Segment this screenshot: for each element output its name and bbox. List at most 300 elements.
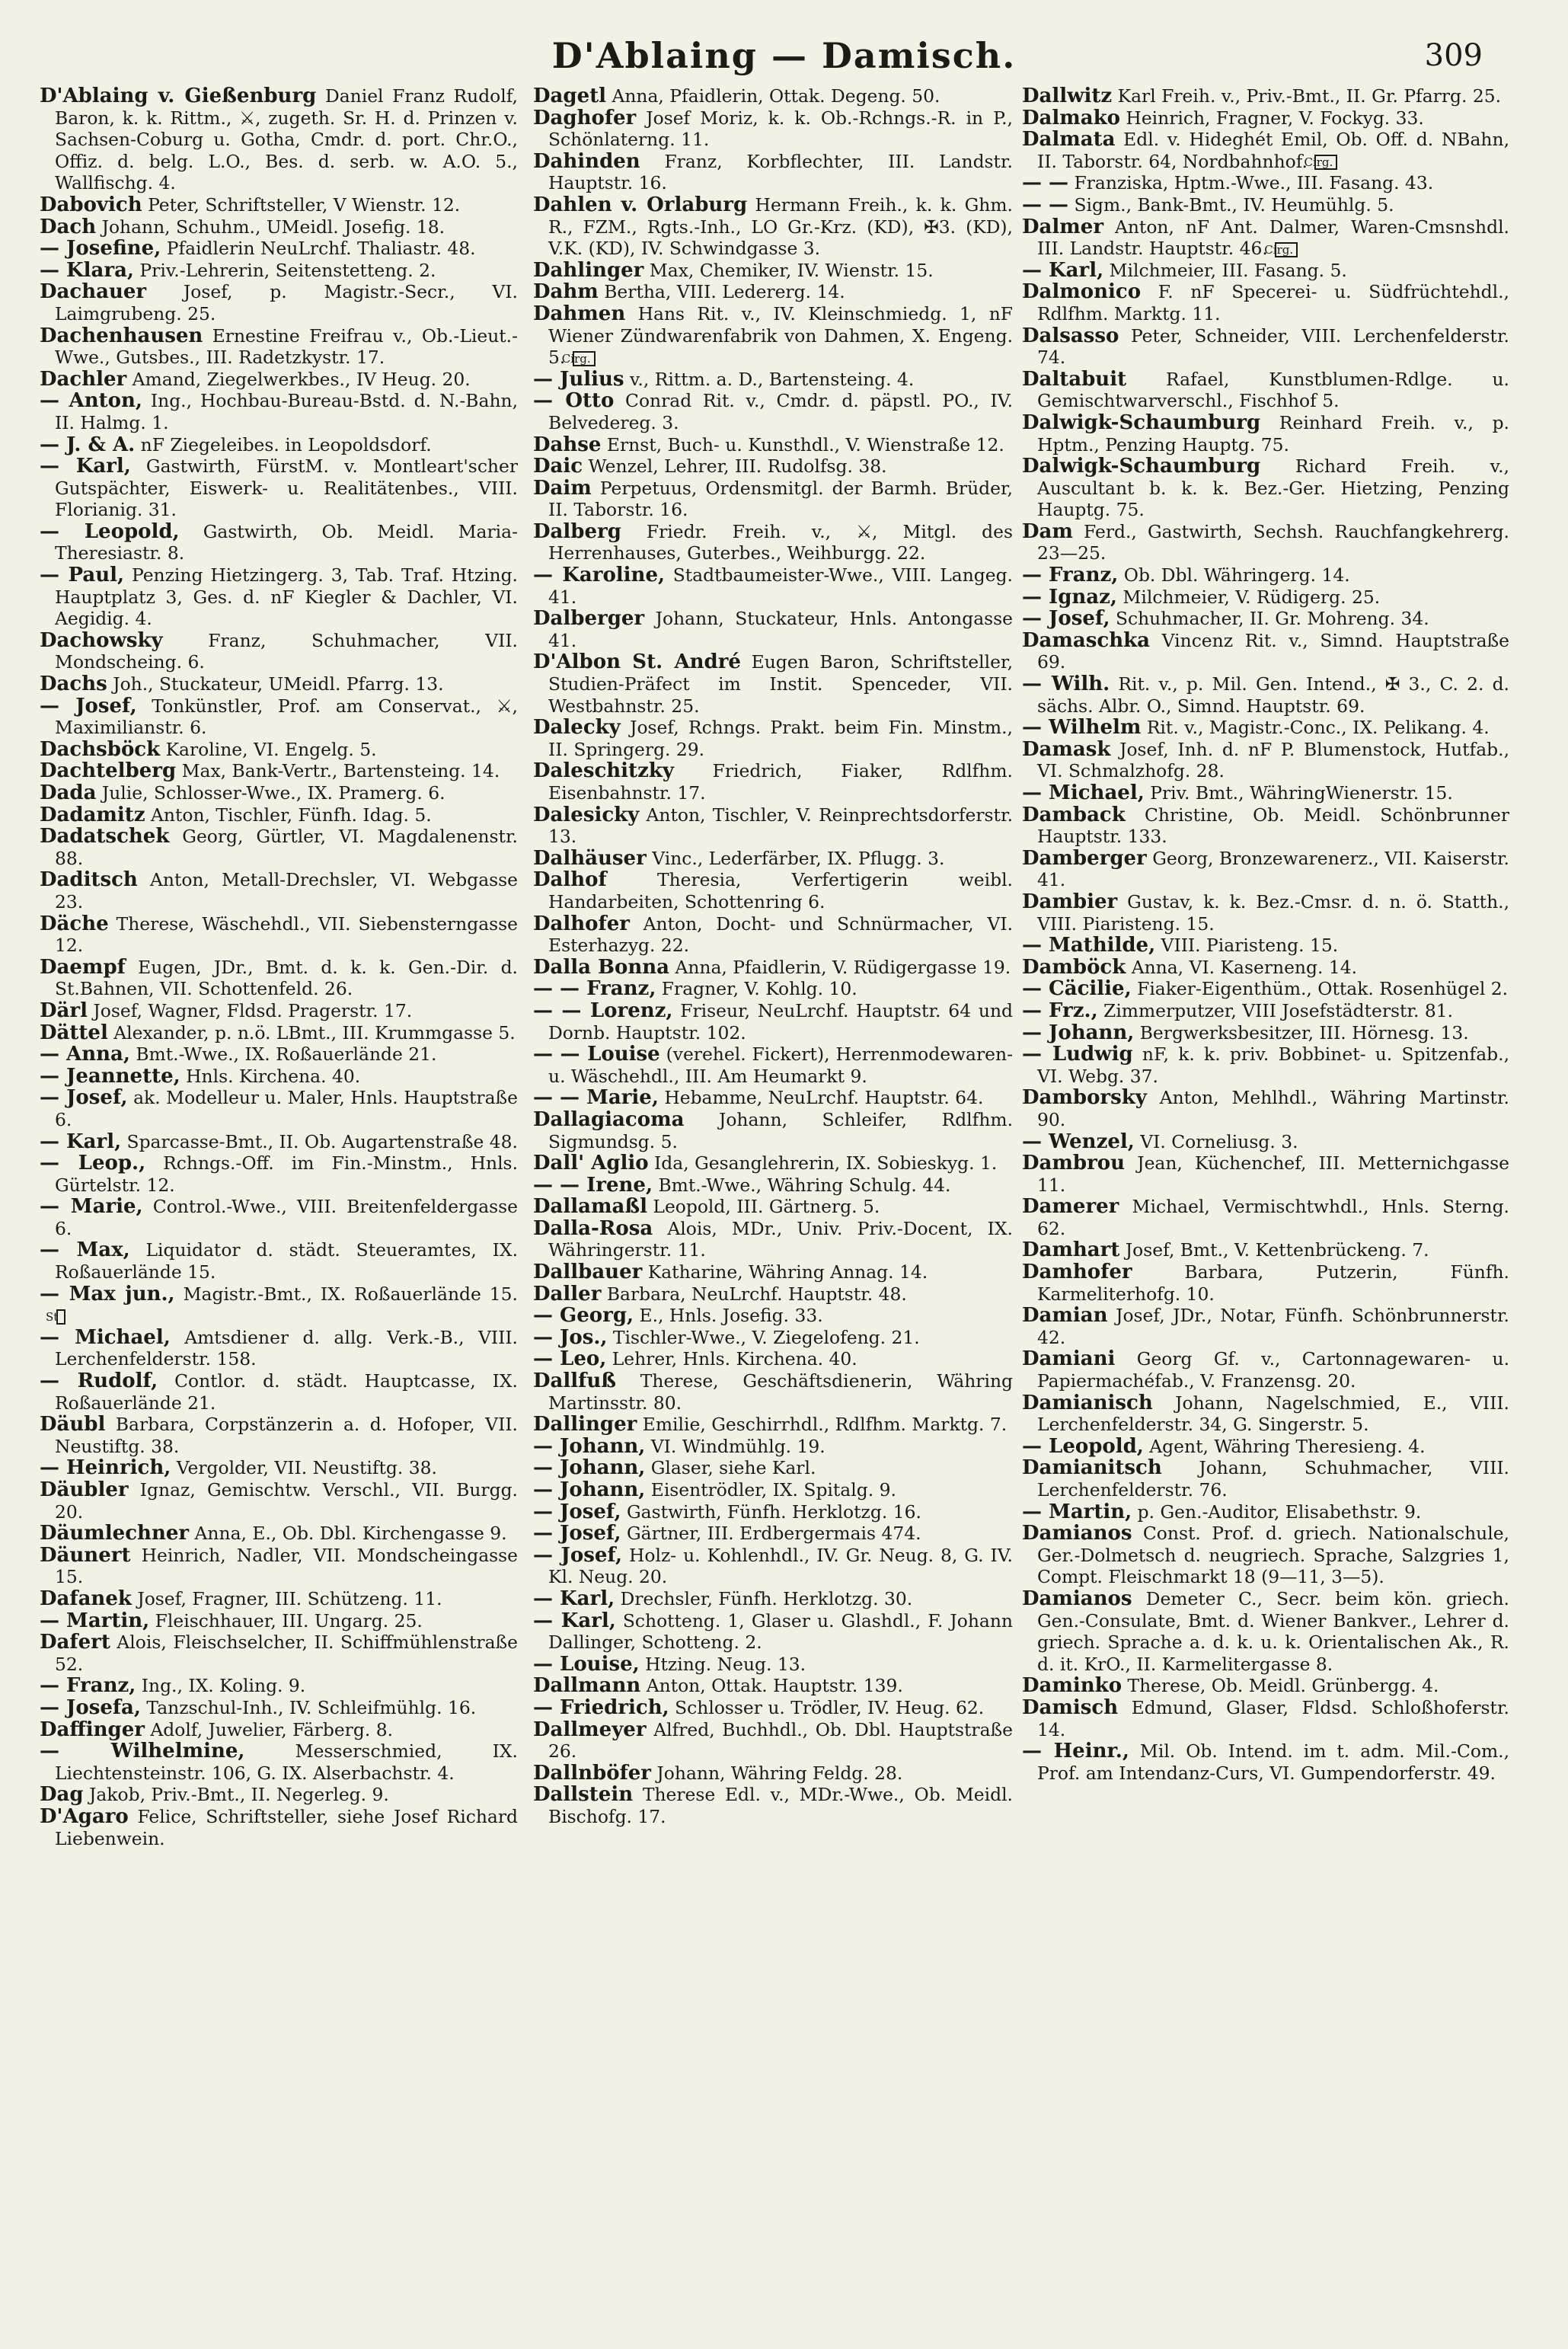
entry-text: Georg, Gürtler, VI. Magdalenenstr. 88. — [55, 826, 518, 869]
entry-name: — Josef, — [1022, 607, 1110, 631]
entry-name: Dallinger — [533, 1413, 637, 1437]
directory-entry — [533, 1719, 1013, 1763]
entry-text: Alexander, p. n.ö. LBmt., III. Krummgasse 5. — [107, 1021, 516, 1043]
entry-name: Dalhäuser — [533, 846, 647, 870]
entry-name: Dambier — [1022, 890, 1118, 913]
entry-name: — Frz., — [1022, 999, 1098, 1022]
entry-text: Amand, Ziegelwerkbes., IV Heug. 20. — [126, 368, 471, 390]
entry-text: Sigm., Bank-Bmt., IV. Heumühlg. 5. — [1068, 193, 1394, 216]
entry-text: Priv.-Lehrerin, Seitenstetteng. 2. — [133, 259, 436, 281]
entry-name: Dättel — [40, 1021, 108, 1044]
entry-name: — Michael, — [40, 1325, 171, 1349]
directory-entry — [1022, 216, 1509, 260]
entry-text: Ernestine Freifrau v., Ob.-Lieut.-Wwe., Gutsbes., III. Radetzkystr. 17. — [55, 324, 518, 369]
entry-text: Liquidator d. städt. Steueramtes, IX. Roßauerlände 15. — [55, 1239, 518, 1283]
entry-text: VI. Windmühlg. 19. — [645, 1435, 826, 1457]
directory-entry — [40, 673, 518, 695]
directory-entry — [1022, 1087, 1509, 1130]
directory-entry — [533, 1196, 1013, 1218]
entry-text: Control.-Wwe., VIII. Breitenfeldergasse 6. — [55, 1196, 518, 1239]
entry-name: Dalsasso — [1022, 324, 1119, 347]
entry-text: p. Gen.-Auditor, Elisabethstr. 9. — [1132, 1500, 1422, 1523]
page-header — [0, 30, 1568, 84]
entry-text: Anna, E., Ob. Dbl. Kirchengasse 9. — [189, 1523, 507, 1545]
entry-name: — Mathilde, — [1022, 934, 1156, 957]
column-1 — [40, 85, 518, 2325]
directory-entry — [1022, 521, 1509, 564]
directory-entry — [533, 1414, 1013, 1436]
entry-text: Anna, Pfaidlerin, V. Rüdigergasse 19. — [669, 956, 1011, 978]
directory-entry — [40, 521, 518, 564]
entry-name: — Franz, — [40, 1674, 136, 1698]
entry-name: Dall' Aglio — [533, 1152, 649, 1175]
entry-text: Ing., IX. Koling. 9. — [136, 1675, 306, 1697]
entry-name: Dalmer — [1022, 215, 1104, 238]
directory-entry — [1022, 891, 1509, 935]
entry-text: Gärtner, III. Erdbergermais 474. — [621, 1523, 921, 1545]
entry-text: Ignaz, Gemischtw. Verschl., VII. Burgg. 20. — [55, 1479, 518, 1523]
directory-entry — [1022, 935, 1509, 957]
entry-name: Däumlechner — [40, 1522, 190, 1545]
entry-name: — Karl, — [1022, 258, 1104, 282]
directory-entry — [533, 1152, 1013, 1174]
directory-entry — [40, 1414, 518, 1457]
entry-name: Dalecky — [533, 716, 621, 740]
entry-name: — J. & A. — [40, 433, 136, 456]
entry-name: — Rudolf, — [40, 1369, 158, 1393]
entry-name: D'Albon St. André — [533, 650, 741, 674]
entry-text: VIII. Piaristeng. 15. — [1155, 935, 1339, 957]
directory-entry — [1022, 412, 1509, 455]
entry-text: Bmt.-Wwe., Währing Schulg. 44. — [653, 1174, 951, 1196]
entry-text: Fiaker-Eigenthüm., Ottak. Rosenhügel 2. — [1131, 978, 1509, 1000]
entry-text: Barbara, Corpstänzerin a. d. Hofoper, VII. Neustiftg. 38. — [55, 1414, 518, 1457]
entry-name: D'Agaro — [40, 1804, 129, 1828]
directory-entry — [1022, 630, 1509, 673]
entry-name: — — Irene, — [533, 1173, 653, 1197]
entry-name: — Georg, — [533, 1304, 634, 1328]
directory-entry — [1022, 1523, 1509, 1588]
entry-name: — — — [1022, 171, 1069, 195]
entry-text: Fleischhauer, III. Ungarg. 25. — [149, 1609, 423, 1632]
directory-entry — [40, 1327, 518, 1370]
directory-entry — [40, 1610, 518, 1632]
directory-entry — [1022, 978, 1509, 1000]
directory-entry — [533, 1327, 1013, 1349]
entry-text: Wenzel, Lehrer, III. Rudolfsg. 38. — [583, 455, 887, 478]
entry-name: Damisch — [1022, 1695, 1119, 1719]
entry-text: Heinrich, Nadler, VII. Mondscheingasse 15. — [55, 1544, 518, 1588]
entry-name: — Cäcilie, — [1022, 977, 1132, 1001]
directory-entry — [40, 325, 518, 369]
entry-text: Alois, MDr., Univ. Priv.-Docent, IX. Währingerstr. 11. — [548, 1217, 1013, 1261]
entry-text: Hebamme, NeuLrchf. Hauptstr. 64. — [658, 1087, 984, 1109]
directory-entry — [1022, 325, 1509, 369]
entry-text: Contlor. d. städt. Hauptcasse, IX. Roßauerlände 21. — [55, 1370, 518, 1414]
entry-name: — Heinrich, — [40, 1456, 171, 1480]
directory-entry — [40, 1675, 518, 1697]
entry-text: Bergwerksbesitzer, III. Hörnesg. 13. — [1134, 1021, 1469, 1043]
entry-name: Dalesicky — [533, 803, 640, 826]
entry-text: Tischler-Wwe., V. Ziegelofeng. 21. — [607, 1326, 920, 1348]
entry-name: Damback — [1022, 803, 1126, 826]
directory-entry — [533, 1218, 1013, 1261]
entry-name: Dambrou — [1022, 1152, 1126, 1175]
entry-name: Dag — [40, 1783, 84, 1807]
entry-text: Fragner, V. Kohlg. 10. — [656, 978, 857, 1000]
directory-entry — [533, 390, 1013, 433]
directory-entry — [1022, 1305, 1509, 1348]
entry-text: Drechsler, Fünfh. Herklotzg. 30. — [615, 1587, 913, 1609]
entry-name: — Josef, — [40, 1086, 128, 1110]
directory-entry — [1022, 782, 1509, 804]
entry-name: — Wilhelm — [1022, 716, 1142, 740]
entry-text: Gastwirth, Fünfh. Herklotzg. 16. — [621, 1500, 921, 1523]
entry-text: VI. Corneliusg. 3. — [1134, 1130, 1298, 1152]
entry-name: Dachowsky — [40, 628, 163, 652]
directory-entry — [533, 869, 1013, 912]
entry-text: Vergolder, VII. Neustiftg. 38. — [171, 1457, 437, 1479]
entry-text: Friedrich, Fiaker, Rdlfhm. Eisenbahnstr. 17. — [548, 760, 1013, 804]
entry-text: Anton, nF Ant. Dalmer, Waren-Cmsnshdl. III. Landstr. Hauptstr. 46. — [1037, 216, 1509, 260]
directory-entry — [40, 957, 518, 1000]
directory-entry — [1022, 1239, 1509, 1261]
directory-entry — [40, 1152, 518, 1196]
ad-marker: St — [56, 1309, 65, 1325]
directory-entry — [533, 1697, 1013, 1719]
directory-entry — [533, 151, 1013, 194]
entry-name: Damask — [1022, 737, 1111, 761]
entry-text: Anna, VI. Kaserneng. 14. — [1126, 956, 1358, 978]
entry-name: — Josef, — [533, 1500, 621, 1523]
entry-text: Mil. Ob. Intend. im t. adm. Mil.-Com., Prof. am Intendanz-Curs, VI. Gumpendorferstr. 49. — [1037, 1740, 1509, 1784]
entry-text: Priv. Bmt., WähringWienerstr. 15. — [1144, 782, 1453, 804]
entry-name: — Julius — [533, 367, 624, 391]
directory-entry — [40, 194, 518, 216]
entry-name: — — — [1022, 193, 1069, 216]
directory-entry — [40, 434, 518, 456]
entry-name: Dallamaßl — [533, 1195, 647, 1219]
directory-entry — [40, 1000, 518, 1022]
directory-entry — [1022, 804, 1509, 848]
directory-entry — [1022, 1588, 1509, 1675]
directory-entry — [533, 957, 1013, 979]
directory-entry — [533, 434, 1013, 456]
entry-name: Dahse — [533, 433, 602, 456]
entry-text: Milchmeier, III. Fasang. 5. — [1103, 259, 1347, 281]
entry-name: Dafert — [40, 1631, 110, 1654]
entry-name: Dadamitz — [40, 803, 145, 826]
entry-text: Gastwirth, Ob. Meidl. Maria-Theresiastr. 8. — [55, 520, 518, 564]
entry-name: Dallstein — [533, 1783, 634, 1807]
directory-entry — [40, 260, 518, 282]
directory-entry — [533, 1348, 1013, 1370]
directory-entry — [1022, 107, 1509, 129]
entry-name: — — Franz, — [533, 977, 656, 1001]
entry-text: Schuhmacher, II. Gr. Mohreng. 34. — [1110, 608, 1429, 630]
entry-name: Dallwitz — [1022, 85, 1113, 107]
entry-name: Daltabuit — [1022, 367, 1127, 391]
directory-entry — [1022, 1697, 1509, 1740]
directory-entry — [1022, 260, 1509, 282]
directory-entry — [1022, 564, 1509, 586]
entry-text: Edl. v. Hideghét Emil, Ob. Off. d. NBahn, II. Taborstr. 64, Nordbahnhof. — [1037, 129, 1509, 172]
entry-name: Dahinden — [533, 149, 640, 173]
directory-entry — [1022, 194, 1509, 216]
entry-name: Dalberger — [533, 607, 645, 631]
entry-name: D'Ablaing v. Gießenburg — [40, 85, 317, 107]
directory-entry — [533, 1610, 1013, 1654]
entry-text: Rit. v., Magistr.-Conc., IX. Pelikang. 4. — [1141, 717, 1490, 739]
entry-name: — Max jun., — [40, 1282, 175, 1306]
ad-marker: Cirg. — [1314, 155, 1337, 170]
column-2 — [533, 85, 1013, 2325]
entry-text: Ferd., Gastwirth, Sechsh. Rauchfangkehrerg. 23—25. — [1037, 520, 1509, 564]
entry-name: — — Marie, — [533, 1086, 659, 1110]
entry-text: Therese, Wäschehdl., VII. Siebensterngasse 12. — [55, 912, 518, 957]
entry-text: Barbara, NeuLrchf. Hauptstr. 48. — [601, 1283, 907, 1305]
directory-entry — [40, 1043, 518, 1066]
entry-text: Messerschmied, IX. Liechtensteinstr. 106, G. IX. Alserbachstr. 4. — [55, 1740, 518, 1784]
entry-name: Dalmako — [1022, 106, 1120, 129]
directory-entry — [1022, 369, 1509, 412]
entry-text: Johann, Nagelschmied, E., VIII. Lerchenfelderstr. 34, G. Singerstr. 5. — [1037, 1392, 1509, 1436]
directory-entry — [1022, 1196, 1509, 1239]
entry-text: Max, Chemiker, IV. Wienstr. 15. — [643, 259, 934, 281]
directory-entry — [40, 369, 518, 391]
entry-name: — Jos., — [533, 1325, 608, 1349]
directory-entry — [533, 478, 1013, 521]
directory-entry — [1022, 717, 1509, 739]
entry-name: — Jeannette, — [40, 1064, 180, 1088]
directory-entry — [1022, 1131, 1509, 1153]
entry-name: — Ignaz, — [1022, 585, 1117, 609]
entry-name: Dadatschek — [40, 825, 170, 849]
entry-name: — Friedrich, — [533, 1695, 669, 1719]
entry-text: Pfaidlerin NeuLrchf. Thaliastr. 48. — [161, 238, 476, 260]
entry-text: Michael, Vermischtwhdl., Hnls. Sterng. 62. — [1037, 1196, 1509, 1239]
entry-name: — Leopold, — [40, 519, 180, 543]
entry-name: — Otto — [533, 389, 615, 413]
entry-name: Daic — [533, 455, 583, 478]
entry-name: — Johann, — [1022, 1021, 1135, 1044]
entry-name: — Wenzel, — [1022, 1130, 1135, 1153]
entry-name: — Johann, — [533, 1434, 646, 1458]
entry-name: Damianitsch — [1022, 1456, 1162, 1480]
directory-entry — [40, 1523, 518, 1545]
entry-name: Dallagiacoma — [533, 1107, 685, 1131]
entry-text: Georg, Bronzewarenerz., VII. Kaiserstr. 41. — [1037, 847, 1509, 891]
entry-text: Rit. v., p. Mil. Gen. Intend., ✠ 3., C. 2. d. sächs. Albr. O., Simnd. Hauptstr. 69. — [1037, 673, 1509, 717]
entry-name: Damböck — [1022, 955, 1126, 979]
directory-entry — [40, 1457, 518, 1479]
directory-entry — [533, 608, 1013, 651]
entry-text: Josef, Rchngs. Prakt. beim Fin. Minstm., II. Springerg. 29. — [548, 717, 1013, 760]
entry-text: Johann, Schuhmacher, VIII. Lerchenfelderstr. 76. — [1037, 1457, 1509, 1500]
entry-name: — Leopold, — [1022, 1434, 1144, 1458]
directory-entry — [533, 1261, 1013, 1283]
entry-name: Daghofer — [533, 106, 637, 129]
directory-entry — [533, 281, 1013, 303]
entry-name: Dalla Bonna — [533, 955, 670, 979]
entry-text: v., Rittm. a. D., Bartensteing. 4. — [624, 368, 915, 390]
directory-entry — [1022, 1000, 1509, 1022]
directory-entry — [40, 216, 518, 238]
entry-text: Stadtbaumeister-Wwe., VIII. Langeg. 41. — [548, 564, 1013, 608]
entry-text: Friseur, NeuLrchf. Hauptstr. 64 und Dornb. Hauptstr. 102. — [548, 999, 1013, 1043]
directory-entry — [40, 739, 518, 761]
entry-text: Franz, Korbflechter, III. Landstr. Hauptstr. 16. — [548, 150, 1013, 194]
directory-entry — [533, 760, 1013, 804]
directory-entry — [1022, 586, 1509, 609]
entry-name: Daleschitzky — [533, 759, 674, 783]
entry-text: Joh., Stuckateur, UMeidl. Pfarrg. 13. — [107, 673, 444, 695]
entry-name: Damian — [1022, 1304, 1108, 1328]
entry-name: Däubl — [40, 1413, 106, 1437]
entry-text: Const. Prof. d. griech. Nationalschule, Ger.-Dolmetsch d. neugriech. Sprache, Salzgries 1, Compt. Fleischmarkt 18 (9—11, 3—5). — [1037, 1523, 1509, 1588]
entry-text: Ida, Gesanglehrerin, IX. Sobieskyg. 1. — [648, 1152, 998, 1174]
entry-text: Rchngs.-Off. im Fin.-Minstm., Hnls. Gürtelstr. 12. — [55, 1152, 518, 1196]
entry-text: Josef, Bmt., V. Kettenbrückeng. 7. — [1119, 1239, 1429, 1261]
entry-name: — — Louise — [533, 1043, 660, 1066]
entry-text: Theresia, Verfertigerin weibl. Handarbeiten, Schottenring 6. — [548, 869, 1013, 912]
entry-text: Milchmeier, V. Rüdigerg. 25. — [1116, 586, 1381, 608]
entry-text: Jakob, Priv.-Bmt., II. Negerleg. 9. — [83, 1784, 389, 1806]
directory-entry — [1022, 957, 1509, 979]
entry-name: — Anna, — [40, 1043, 130, 1066]
entry-name: Dallfuß — [533, 1369, 616, 1393]
entry-text: Josef, JDr., Notar, Fünfh. Schönbrunnerstr. 42. — [1037, 1305, 1509, 1348]
entry-text: Bmt.-Wwe., IX. Roßauerlände 21. — [129, 1043, 437, 1066]
entry-text: E., Hnls. Josefig. 33. — [634, 1305, 823, 1327]
directory-entry — [533, 107, 1013, 151]
directory-entry — [40, 1087, 518, 1130]
entry-text: Franziska, Hptm.-Wwe., III. Fasang. 43. — [1068, 172, 1434, 194]
entry-name: — Karoline, — [533, 564, 666, 587]
directory-entry — [40, 1545, 518, 1588]
directory-entry — [1022, 172, 1509, 194]
entry-name: Dalmonico — [1022, 280, 1142, 304]
entry-text: Gastwirth, FürstM. v. Montleart'scher Gutspächter, Eiswerk- u. Realitätenbes., VIII. Florianig. 31. — [55, 455, 518, 521]
entry-name: Daempf — [40, 955, 126, 979]
directory-entry — [1022, 1436, 1509, 1458]
entry-name: — Marie, — [40, 1195, 143, 1219]
entry-text: Therese, Ob. Meidl. Grünbergg. 4. — [1122, 1675, 1439, 1697]
entry-name: — Johann, — [533, 1456, 646, 1480]
entry-name: Dahmen — [533, 302, 626, 325]
directory-entry — [533, 1043, 1013, 1087]
directory-entry — [1022, 608, 1509, 630]
entry-name: Dafanek — [40, 1587, 132, 1610]
directory-entry — [1022, 455, 1509, 521]
directory-entry — [533, 1436, 1013, 1458]
entry-name: Dahlen v. Orlaburg — [533, 193, 748, 216]
entry-name: — Max, — [40, 1238, 130, 1262]
entry-text: Johann, Schuhm., UMeidl. Josefig. 18. — [96, 216, 445, 238]
directory-entry — [533, 1763, 1013, 1785]
entry-text: F. nF Specerei- u. Südfrüchtehdl., Rdlfhm. Marktg. 11. — [1037, 281, 1509, 324]
entry-text: Karl Freih. v., Priv.-Bmt., II. Gr. Pfarrg. 25. — [1112, 85, 1502, 107]
entry-name: Dachtelberg — [40, 759, 177, 783]
entry-text: Gustav, k. k. Bez.-Cmsr. d. n. ö. Statth., VIII. Piaristeng. 15. — [1037, 890, 1509, 935]
entry-text: Anna, Pfaidlerin, Ottak. Degeng. 50. — [606, 85, 940, 107]
entry-name: — Karl, — [40, 1130, 122, 1153]
entry-text: Franz, Schuhmacher, VII. Mondscheing. 6. — [55, 629, 518, 673]
directory-entry — [40, 760, 518, 782]
entry-text: Anton, Ottak. Hauptstr. 139. — [640, 1675, 903, 1697]
directory-entry — [40, 1239, 518, 1283]
entry-name: Damerer — [1022, 1195, 1119, 1219]
entry-name: — Leo, — [533, 1347, 607, 1371]
entry-text: Peter, Schneider, VIII. Lerchenfelderstr. 74. — [1037, 324, 1509, 369]
entry-name: Däunert — [40, 1543, 131, 1567]
entry-text: Richard Freih. v., Auscultant b. k. k. Bez.-Ger. Hietzing, Penzing Hauptg. 75. — [1037, 455, 1509, 521]
directory-entry — [533, 804, 1013, 848]
column-3 — [1022, 85, 1509, 2325]
entry-text: Alois, Fleischselcher, II. Schiffmühlenstraße 52. — [55, 1632, 518, 1675]
entry-name: Dachenhausen — [40, 324, 203, 347]
entry-name: Damhart — [1022, 1238, 1120, 1262]
entry-name: Dallnböfer — [533, 1761, 651, 1785]
entry-text: Conrad Rit. v., Cmdr. d. päpstl. PO., IV. Belvedereg. 3. — [548, 390, 1013, 433]
directory-entry — [40, 630, 518, 673]
directory-entry — [533, 1283, 1013, 1306]
entry-text: Johann, Schleifer, Rdlfhm. Sigmundsg. 5. — [548, 1108, 1013, 1152]
entry-name: Dahlinger — [533, 258, 644, 282]
entry-text: Penzing Hietzingerg. 3, Tab. Traf. Htzing. Hauptplatz 3, Ges. d. nF Kiegler & Dachler, VI. Aegidig. 4. — [55, 564, 518, 630]
directory-entry — [533, 564, 1013, 608]
entry-name: Damianos — [1022, 1522, 1132, 1545]
directory-entry — [1022, 281, 1509, 324]
directory-entry — [40, 1022, 518, 1044]
entry-name: — Anton, — [40, 389, 142, 413]
entry-name: — Leop., — [40, 1152, 146, 1175]
directory-entry — [533, 1305, 1013, 1327]
entry-name: Dabovich — [40, 193, 142, 216]
directory-entry — [1022, 129, 1509, 172]
directory-entry — [533, 848, 1013, 870]
entry-text: Anton, Tischler, V. Reinprechtsdorferstr. 13. — [548, 804, 1013, 848]
ad-marker: Cirg. — [573, 351, 596, 366]
entry-name: — Franz, — [1022, 564, 1119, 587]
entry-text: Ing., Hochbau-Bureau-Bstd. d. N.-Bahn, II. Halmg. 1. — [55, 390, 518, 433]
entry-text: Tanzschul-Inh., IV. Schleifmühlg. 16. — [140, 1696, 477, 1718]
directory-entry — [1022, 1261, 1509, 1305]
entry-name: Damaschka — [1022, 628, 1150, 652]
entry-name: Daller — [533, 1282, 602, 1306]
entry-name: Daim — [533, 476, 592, 500]
entry-text: Bertha, VIII. Ledererg. 14. — [598, 281, 845, 303]
directory-entry — [533, 1501, 1013, 1523]
entry-text: Josef, Fragner, III. Schützeng. 11. — [131, 1587, 442, 1609]
entry-text: Felice, Schriftsteller, siehe Josef Richard Liebenwein. — [55, 1805, 518, 1849]
directory-entry — [533, 1545, 1013, 1588]
entry-text: Eugen, JDr., Bmt. d. k. k. Gen.-Dir. d. St.Bahnen, VII. Schottenfeld. 26. — [55, 956, 518, 1000]
directory-entry — [40, 913, 518, 957]
entry-name: — Karl, — [533, 1587, 615, 1610]
directory-entry — [533, 260, 1013, 282]
directory-entry — [533, 1784, 1013, 1827]
entry-text: Vinc., Lederfärber, IX. Pflugg. 3. — [646, 847, 945, 869]
directory-entry — [40, 1131, 518, 1153]
entry-text: Ob. Dbl. Währingerg. 14. — [1118, 564, 1350, 586]
entry-text: Eisentrödler, IX. Spitalg. 9. — [645, 1479, 896, 1500]
directory-entry — [533, 651, 1013, 717]
entry-name: Dada — [40, 781, 97, 804]
directory-entry — [40, 1632, 518, 1675]
entry-text: Reinhard Freih. v., p. Hptm., Penzing Hauptg. 75. — [1037, 411, 1509, 455]
page-title: D'Ablaing — Damisch. — [551, 35, 1017, 76]
